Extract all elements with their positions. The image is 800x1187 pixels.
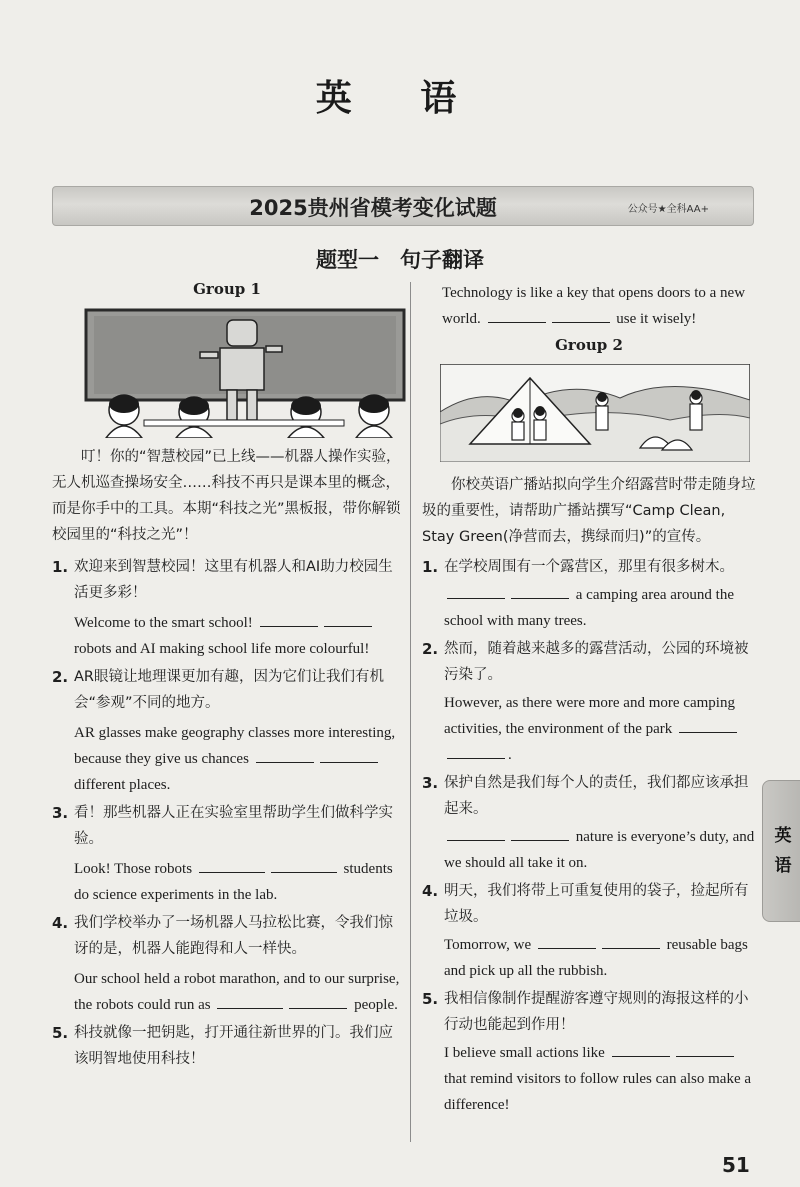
group1-question-2	[52, 664, 402, 798]
answer-blank-2[interactable]	[447, 757, 505, 759]
english-sentence	[74, 966, 402, 1018]
english-sentence	[74, 856, 402, 908]
answer-blank-1[interactable]	[447, 839, 505, 841]
answer-blank-2[interactable]	[324, 625, 372, 627]
english-part-b: people.	[354, 997, 398, 1013]
group2-question-5	[422, 986, 756, 1118]
question-number: 2.	[422, 640, 439, 658]
answer-blank-2[interactable]	[271, 871, 337, 873]
section-title: 题型一 句子翻译	[316, 248, 484, 272]
english-part-a: However, as there were more and more camping activities, the environment of the park	[444, 695, 735, 737]
right-column	[422, 280, 756, 1118]
exam-banner	[52, 186, 754, 226]
classroom-robot-illustration	[84, 306, 406, 438]
group1-question-4	[52, 910, 402, 1018]
chinese-sentence: 我相信像制作提醒游客遵守规则的海报这样的小行动也能起到作用！	[444, 991, 749, 1033]
group1-question-3	[52, 800, 402, 908]
answer-blank-2[interactable]	[511, 839, 569, 841]
group2-question-2	[422, 636, 756, 768]
group1-title: Group 1	[193, 280, 261, 298]
english-part-a: AR glasses make geography classes more interesting, because they give us chances	[74, 725, 396, 767]
answer-blank-2[interactable]	[602, 947, 660, 949]
chinese-sentence: 我们学校举办了一场机器人马拉松比赛，令我们惊讶的是，机器人能跑得和人一样快。	[74, 915, 393, 957]
english-part-a: I believe small actions like	[444, 1045, 605, 1061]
chinese-sentence: 科技就像一把钥匙，打开通往新世界的门。我们应该明智地使用科技！	[74, 1025, 393, 1067]
chinese-sentence: 欢迎来到智慧校园！这里有机器人和AI助力校园生活更多彩！	[74, 559, 393, 601]
english-part-b: that remind visitors to follow rules can also make a difference!	[444, 1071, 752, 1113]
question-number: 1.	[52, 558, 69, 576]
chinese-sentence: 在学校周围有一个露营区，那里有很多树木。	[444, 559, 734, 575]
answer-blank-1[interactable]	[447, 597, 505, 599]
chinese-sentence: AR眼镜让地理课更加有趣，因为它们让我们有机会“参观”不同的地方。	[74, 669, 384, 711]
question-number: 5.	[422, 990, 439, 1008]
english-sentence	[444, 1040, 756, 1118]
answer-blank-2[interactable]	[289, 1007, 347, 1009]
english-part-b: use it wisely!	[616, 311, 697, 327]
english-part-b: different places.	[74, 777, 171, 793]
answer-blank-2[interactable]	[676, 1055, 734, 1057]
chinese-sentence: 看！那些机器人正在实验室里帮助学生们做科学实验。	[74, 805, 393, 847]
group2-question-1	[422, 554, 756, 634]
answer-blank-2[interactable]	[552, 321, 610, 323]
chinese-sentence: 保护自然是我们每个人的责任，我们都应该承担起来。	[444, 775, 749, 817]
answer-blank-2[interactable]	[511, 597, 569, 599]
answer-blank-2[interactable]	[320, 761, 378, 763]
english-sentence	[444, 582, 756, 634]
group2-question-3	[422, 770, 756, 876]
question-number: 3.	[422, 774, 439, 792]
banner-title: 2025贵州省模考变化试题	[249, 196, 497, 220]
english-part-a: Our school held a robot marathon, and to our surprise, the robots could run as	[74, 971, 400, 1013]
answer-blank-1[interactable]	[538, 947, 596, 949]
english-part-a: Tomorrow, we	[444, 937, 532, 953]
english-sentence	[74, 720, 402, 798]
english-sentence	[74, 610, 402, 662]
question-number: 5.	[52, 1024, 69, 1042]
chinese-sentence: 明天，我们将带上可重复使用的袋子，捡起所有垃圾。	[444, 883, 749, 925]
answer-blank-1[interactable]	[199, 871, 265, 873]
english-sentence	[444, 824, 756, 876]
question-number: 2.	[52, 668, 69, 686]
english-part-b: reusable bags and pick up all the rubbish.	[444, 937, 748, 979]
question-number: 3.	[52, 804, 69, 822]
answer-blank-1[interactable]	[679, 731, 737, 733]
group2-intro: 你校英语广播站拟向学生介绍露营时带走随身垃圾的重要性，请帮助广播站撰写“Camp Clean, Stay Green(净营而去，携绿而归)”的宣传。	[422, 477, 756, 545]
english-part-b: students do science experiments in the lab.	[74, 861, 393, 903]
answer-blank-1[interactable]	[256, 761, 314, 763]
answer-blank-1[interactable]	[612, 1055, 670, 1057]
english-sentence: However, as there were more and more camping activities, the environment of the park .	[444, 690, 756, 768]
english-part-a: Welcome to the smart school!	[74, 615, 253, 631]
group1-question-5	[52, 1020, 402, 1072]
group1-question-5-english	[422, 280, 756, 332]
left-column	[52, 280, 402, 1072]
group1-question-1	[52, 554, 402, 662]
answer-blank-1[interactable]	[260, 625, 318, 627]
side-tab-label: 英语	[774, 826, 792, 876]
english-sentence	[444, 932, 756, 984]
question-number: 1.	[422, 558, 439, 576]
side-tab	[762, 780, 800, 922]
page-number: 51	[722, 1153, 750, 1177]
english-part-b: robots and AI making school life more colourful!	[74, 641, 370, 657]
english-part-b: a camping area around the school with many trees.	[444, 587, 735, 629]
english-part-a: Look! Those robots	[74, 861, 193, 877]
english-part-a: Technology is like a key that opens doors to a new world.	[442, 285, 746, 327]
answer-blank-1[interactable]	[217, 1007, 283, 1009]
answer-blank-1[interactable]	[488, 321, 546, 323]
question-number: 4.	[422, 882, 439, 900]
camping-illustration	[440, 364, 750, 462]
subject-title: 英 语	[315, 78, 485, 119]
group2-title: Group 2	[555, 336, 623, 354]
column-divider	[410, 282, 411, 1142]
group2-question-4	[422, 878, 756, 984]
question-number: 4.	[52, 914, 69, 932]
group1-intro: 叮！你的“智慧校园”已上线——机器人操作实验，无人机巡查操场安全……科技不再只是课本里的概念，而是你手中的工具。本期“科技之光”黑板报，带你解锁校园里的“科技之光”！	[52, 449, 401, 543]
english-part-b: nature is everyone’s duty, and we should all take it on.	[444, 829, 755, 871]
banner-source: 公众号★全科AA+	[627, 204, 709, 215]
chinese-sentence: 然而，随着越来越多的露营活动，公园的环境被污染了。	[444, 641, 749, 683]
